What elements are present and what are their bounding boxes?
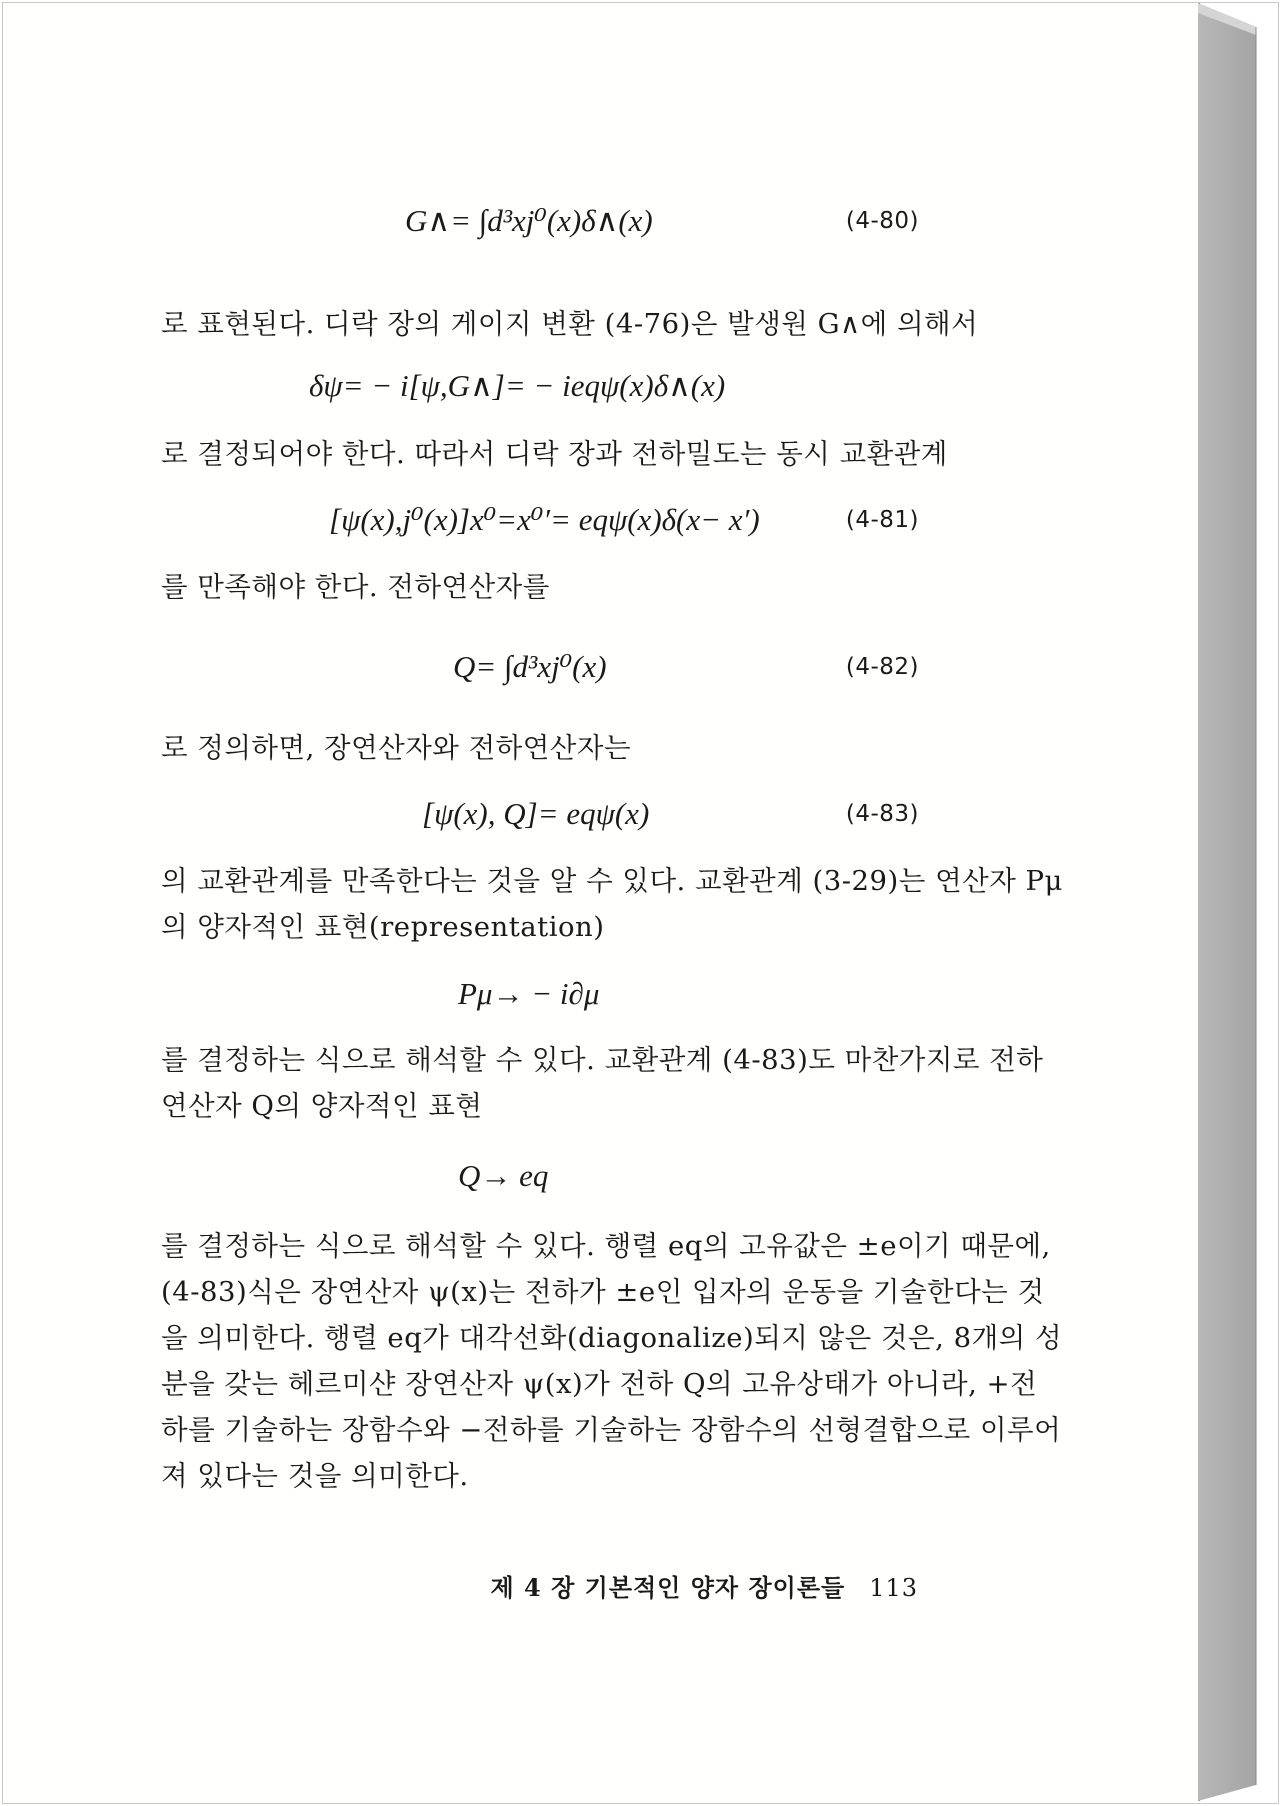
paragraph-5 bbox=[161, 858, 1063, 950]
equation-4-81: [ψ(x),j⁰(x)]x⁰=x⁰′= eqψ(x)δ(x− x′) bbox=[329, 502, 760, 537]
paragraph-line: 로 결정되어야 한다. 따라서 디락 장과 전하밀도는 동시 교환관계 bbox=[161, 438, 948, 470]
paragraph-line: 를 결정하는 식으로 해석할 수 있다. 교환관계 (4-83)도 마찬가지로 전하 bbox=[161, 1044, 1044, 1076]
paragraph-line: 를 만족해야 한다. 전하연산자를 bbox=[161, 571, 550, 603]
paragraph-line: 로 정의하면, 장연산자와 전하연산자는 bbox=[161, 732, 632, 764]
paragraph-line: 를 결정하는 식으로 해석할 수 있다. 행렬 eq의 고유값은 ±e이기 때문에, bbox=[161, 1230, 1051, 1262]
equation-number-4-81: (4-81) bbox=[845, 507, 919, 533]
book-page bbox=[3, 3, 1200, 1801]
paragraph-line: 의 교환관계를 만족한다는 것을 알 수 있다. 교환관계 (3-29)는 연산자 Pμ bbox=[161, 865, 1063, 897]
paragraph-line: (4-83)식은 장연산자 ψ(x)는 전하가 ±e인 입자의 운동을 기술한다는 것 bbox=[161, 1276, 1045, 1308]
paragraph-line: 의 양자적인 표현(representation) bbox=[161, 911, 605, 943]
paragraph-3 bbox=[161, 564, 1009, 610]
page-number: 113 bbox=[869, 1574, 918, 1602]
paragraph-7 bbox=[161, 1223, 1063, 1499]
paragraph-line: 져 있다는 것을 의미한다. bbox=[161, 1460, 469, 1492]
equation-4-82: Q= ∫d³xj⁰(x) bbox=[453, 649, 607, 684]
paragraph-line: 분을 갖는 헤르미샨 장연산자 ψ(x)가 전하 Q의 고유상태가 아니라, +전 bbox=[161, 1368, 1038, 1400]
paragraph-line: 로 표현된다. 디락 장의 게이지 변환 (4-76)은 발생원 G∧에 의해서 bbox=[161, 308, 979, 340]
paragraph-2 bbox=[161, 431, 1009, 477]
equation-number-4-83: (4-83) bbox=[845, 801, 919, 827]
equation-momentum-operator: Pμ→ − i∂μ bbox=[458, 976, 600, 1011]
book-spine bbox=[1198, 3, 1276, 1801]
equation-number-4-82: (4-82) bbox=[845, 654, 919, 680]
chapter-title: 제 4 장 기본적인 양자 장이론들 bbox=[490, 1573, 846, 1602]
paragraph-line: 연산자 Q의 양자적인 표현 bbox=[161, 1090, 483, 1122]
equation-4-80: G∧= ∫d³xj⁰(x)δ∧(x) bbox=[405, 203, 653, 238]
equation-delta-psi: δψ= − i[ψ,G∧]= − ieqψ(x)δ∧(x) bbox=[309, 368, 726, 403]
paragraph-6 bbox=[161, 1037, 1044, 1129]
equation-4-83: [ψ(x), Q]= eqψ(x) bbox=[422, 796, 650, 831]
paragraph-1 bbox=[161, 301, 1009, 347]
equation-number-4-80: (4-80) bbox=[845, 208, 919, 234]
paragraph-line: 하를 기술하는 장함수와 −전하를 기술하는 장함수의 선형결합으로 이루어 bbox=[161, 1414, 1062, 1446]
page-footer bbox=[491, 1568, 919, 1603]
equation-charge-operator: Q→ eq bbox=[458, 1158, 549, 1193]
paragraph-line: 을 의미한다. 행렬 eq가 대각선화(diagonalize)되지 않은 것은, 8개의 성 bbox=[161, 1322, 1063, 1354]
paragraph-4 bbox=[161, 725, 1009, 771]
